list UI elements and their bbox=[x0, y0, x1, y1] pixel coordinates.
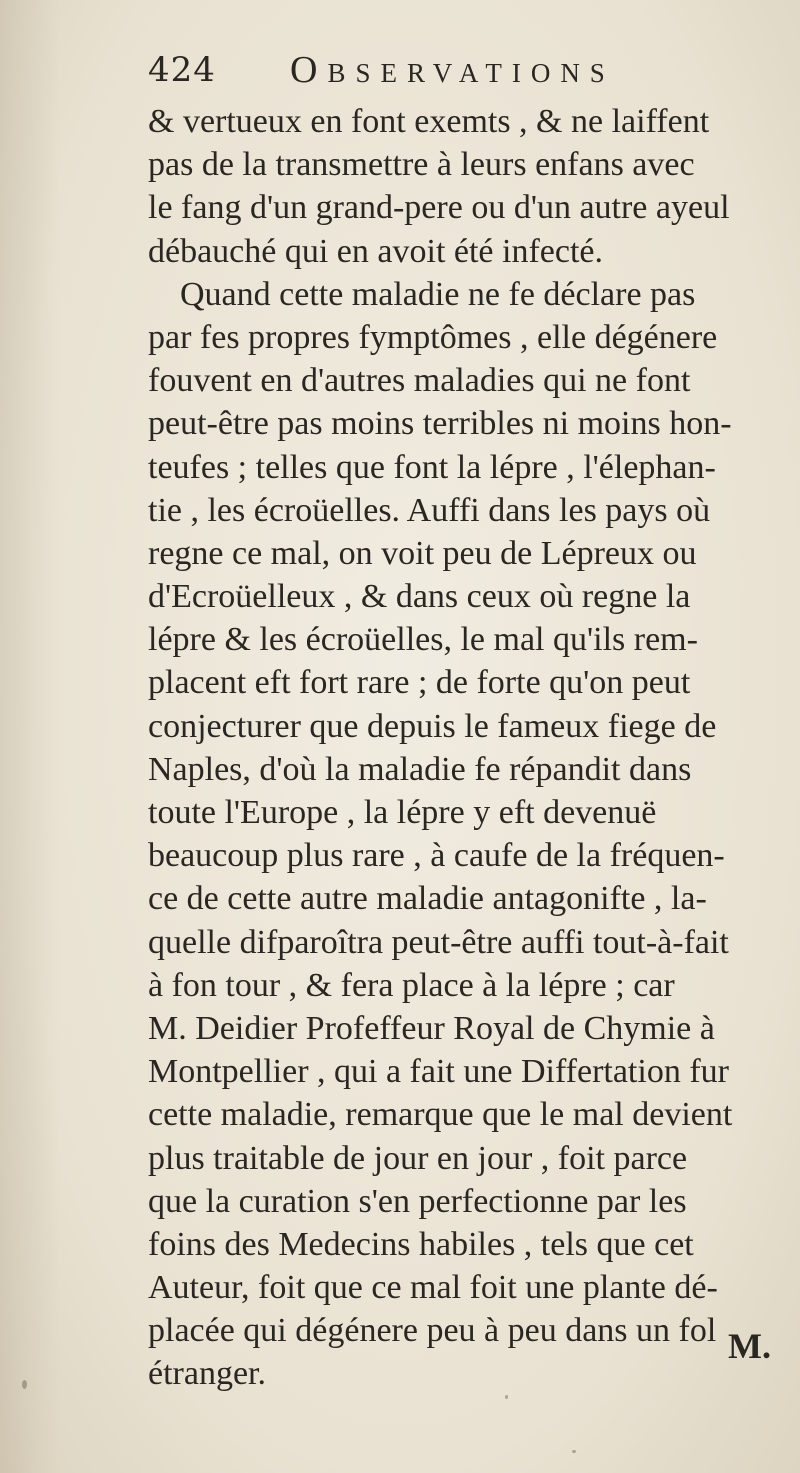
text-line: le fang d'un grand-pere ou d'un autre ayeul bbox=[148, 189, 730, 227]
catchword: M. bbox=[728, 1326, 771, 1366]
page-header bbox=[148, 48, 668, 98]
text-line: étranger. bbox=[148, 1355, 266, 1393]
text-line: lépre & les écroüelles, le mal qu'ils rem- bbox=[148, 621, 698, 659]
text-line: Auteur, foit que ce mal foit une plante dé- bbox=[148, 1269, 718, 1307]
paragraph-start-line: Quand cette maladie ne fe déclare pas bbox=[180, 275, 696, 313]
paper-speck bbox=[505, 1395, 508, 1399]
text-line: débauché qui en avoit été infecté. bbox=[148, 232, 603, 270]
text-line: ce de cette autre maladie antagonifte , la- bbox=[148, 880, 707, 918]
text-line: toute l'Europe , la lépre y eft devenuë bbox=[148, 794, 657, 831]
text-line: placent eft fort rare ; de forte qu'on peut bbox=[148, 664, 691, 702]
text-line: que la curation s'en perfectionne par les bbox=[148, 1182, 687, 1220]
text-line: d'Ecroüelleux , & dans ceux où regne la bbox=[148, 578, 691, 616]
text-line: cette maladie, remarque que le mal devient bbox=[148, 1096, 733, 1134]
text-line: par fes propres fymptômes , elle dégénere bbox=[148, 318, 718, 356]
text-line: quelle difparoîtra peut-être auffi tout-à-fait bbox=[148, 923, 729, 961]
paper-speck bbox=[572, 1450, 576, 1453]
body-text bbox=[148, 100, 798, 1396]
text-line: fouvent en d'autres maladies qui ne font bbox=[148, 362, 691, 400]
text-line: peut-être pas moins terribles ni moins hon- bbox=[148, 405, 732, 443]
text-line: placée qui dégénere peu à peu dans un fol bbox=[148, 1312, 717, 1350]
page-edge-shadow bbox=[0, 0, 60, 1473]
text-line: plus traitable de jour en jour , foit parce bbox=[148, 1139, 688, 1177]
text-line: M. Deidier Profeffeur Royal de Chymie à bbox=[148, 1009, 715, 1047]
text-line: Naples, d'où la maladie fe répandit dans bbox=[148, 750, 692, 788]
text-line: beaucoup plus rare , à caufe de la fréquen- bbox=[148, 837, 725, 875]
text-line: conjecturer que depuis le fameux fiege de bbox=[148, 707, 717, 745]
text-line: à fon tour , & fera place à la lépre ; car bbox=[148, 966, 675, 1004]
text-line: foins des Medecins habiles , tels que cet bbox=[148, 1225, 694, 1263]
paper-speck bbox=[22, 1380, 27, 1389]
page-number: 424 bbox=[148, 50, 216, 90]
running-head: Observations bbox=[290, 49, 615, 91]
text-line: pas de la transmettre à leurs enfans avec bbox=[148, 146, 695, 184]
text-line: Montpellier , qui a fait une Differtation fur bbox=[148, 1053, 729, 1091]
text-line: regne ce mal, on voit peu de Lépreux ou bbox=[148, 534, 697, 572]
text-line: tie , les écroüelles. Auffi dans les pays où bbox=[148, 491, 711, 529]
text-line: & vertueux en font exemts , & ne laiffent bbox=[148, 103, 710, 140]
text-line: teufes ; telles que font la lépre , l'élephan- bbox=[148, 448, 716, 486]
